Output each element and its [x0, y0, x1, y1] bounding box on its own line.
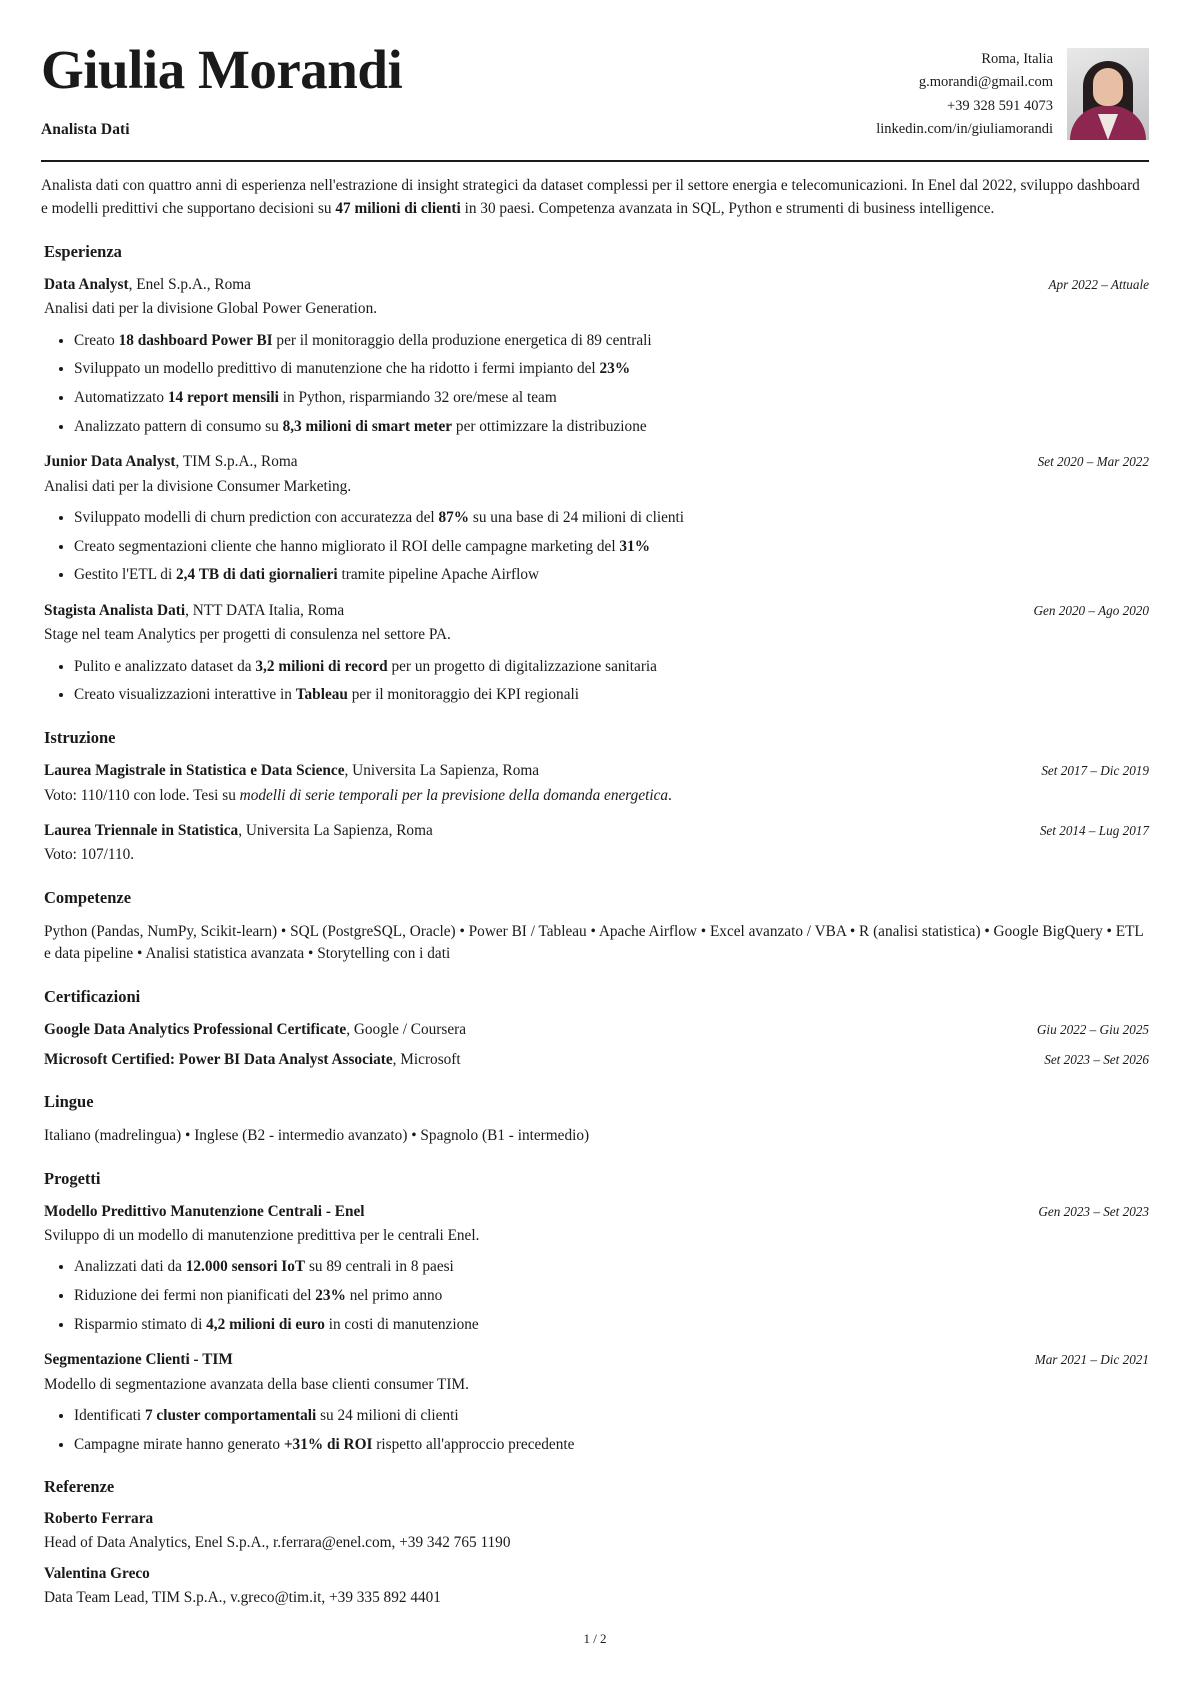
project-date: Gen 2023 – Set 2023 — [1038, 1203, 1149, 1219]
page-footer — [0, 1631, 1190, 1647]
entry-description: Analisi dati per la divisione Consumer Marketing. — [44, 477, 352, 495]
project-description: Modello di segmentazione avanzata della base clienti consumer TIM. — [44, 1375, 469, 1393]
bullet-highlight: 18 dashboard Power BI — [118, 331, 273, 349]
list-item: • Gestito l'ETL di 2,4 TB di dati giornalieri tramite pipeline Apache Airflow — [74, 564, 1149, 587]
entry-detail: Voto: 110/110 con lode. Tesi su modelli di serie temporali per la previsione della domanda energetica. — [44, 786, 672, 804]
reference-detail: Head of Data Analytics, Enel S.p.A., r.ferrara@enel.com, +39 342 765 1190 — [44, 1534, 511, 1552]
list-item: • Sviluppato modelli di churn prediction con accuratezza del 87% su una base di 24 milioni di clienti — [74, 507, 1149, 530]
reference-name: Roberto Ferrara — [44, 1510, 154, 1528]
section-title-education: Istruzione — [44, 727, 116, 747]
summary-highlight: 47 milioni di clienti — [335, 199, 461, 217]
reference-name: Valentina Greco — [44, 1565, 150, 1583]
entry-title: Laurea Magistrale in Statistica e Data Science, Universita La Sapienza, Roma — [44, 761, 540, 779]
list-item: • Creato segmentazioni cliente che hanno migliorato il ROI delle campagne marketing del 31% — [74, 536, 1149, 559]
section-title-experience: Esperienza — [44, 241, 122, 261]
job-title: Analista Dati — [41, 121, 130, 138]
list-item: • Creato visualizzazioni interattive in Tableau per il monitoraggio dei KPI regionali — [74, 684, 1149, 707]
list-item: • Sviluppato un modello predittivo di manutenzione che ha ridotto i fermi impianto del 23% — [74, 358, 1149, 381]
entry-title: Stagista Analista Dati, NTT DATA Italia, Roma — [44, 601, 345, 619]
reference-entry — [41, 1565, 1149, 1607]
section-certifications — [41, 987, 1149, 1070]
reference-entry — [41, 1510, 1149, 1552]
contact-location: Roma, Italia — [981, 51, 1053, 67]
reference-detail: Data Team Lead, TIM S.p.A., v.greco@tim.it, +39 335 892 4401 — [44, 1589, 441, 1607]
header-contact-block — [876, 40, 1149, 142]
projects-list — [41, 1202, 1149, 1457]
list-item: • Campagne mirate hanno generato +31% di ROI rispetto all'approccio precedente — [74, 1434, 1149, 1457]
certifications-list — [41, 1020, 1149, 1070]
summary-part2: in 30 paesi. Competenza avanzata in SQL, Python e strumenti di business intelligence. — [460, 199, 995, 217]
certification-name: Microsoft Certified: Power BI Data Analyst Associate — [44, 1051, 393, 1069]
project-title — [44, 1350, 233, 1371]
entry-header — [41, 275, 1149, 296]
bullet-highlight: 23% — [315, 1287, 346, 1305]
contact-phone[interactable]: +39 328 591 4073 — [946, 97, 1053, 114]
page-title: Giulia Morandi — [41, 39, 403, 100]
certification-entry — [41, 1020, 1149, 1041]
avatar-face — [1093, 68, 1123, 106]
entry-date: Gen 2020 – Ago 2020 — [1033, 602, 1149, 618]
section-references — [41, 1477, 1149, 1607]
list-item: • Analizzati dati da 12.000 sensori IoT su 89 centrali in 8 paesi — [74, 1256, 1149, 1279]
skills-list: Python (Pandas, NumPy, Scikit-learn) • SQL (PostgreSQL, Oracle) • Power BI / Tableau • Apache Airflow • Excel avanzato / VBA • R (analisi statistica) • Google BigQuery • ETL e data pipeline • Analisi statistica avanzata • Storytelling con i dati — [44, 922, 1144, 963]
contact-linkedin[interactable]: linkedin.com/in/giuliamorandi — [876, 121, 1053, 138]
bullet-highlight: 7 cluster comportamentali — [144, 1407, 317, 1425]
list-item: • Pulito e analizzato dataset da 3,2 milioni di record per un progetto di digitalizzazione sanitaria — [74, 656, 1149, 679]
experience-list — [41, 275, 1149, 707]
entry-detail: Voto: 107/110. — [44, 846, 135, 864]
project-name: Segmentazione Clienti - TIM — [44, 1351, 233, 1369]
bullet-highlight: +31% di ROI — [283, 1435, 373, 1453]
entry-description: Analisi dati per la divisione Global Power Generation. — [44, 300, 378, 318]
bullet-list — [41, 656, 1149, 707]
summary-paragraph — [41, 175, 1149, 221]
project-entry — [41, 1350, 1149, 1456]
references-list — [41, 1510, 1149, 1607]
section-title-projects: Progetti — [44, 1168, 101, 1188]
entry-degree: Laurea Magistrale in Statistica e Data Science — [44, 761, 345, 779]
entry-role: Stagista Analista Dati — [44, 601, 186, 619]
header-identity — [41, 40, 402, 139]
bullet-highlight: 87% — [438, 508, 470, 526]
project-entry — [41, 1202, 1149, 1337]
avatar — [1067, 48, 1149, 140]
bullet-list — [41, 1405, 1149, 1456]
entry-header — [41, 1202, 1149, 1223]
page-number: 1 / 2 — [583, 1631, 607, 1646]
entry-date: Apr 2022 – Attuale — [1048, 276, 1149, 292]
bullet-highlight: 4,2 milioni di euro — [206, 1315, 325, 1333]
project-description: Sviluppo di un modello di manutenzione predittiva per le centrali Enel. — [44, 1227, 480, 1245]
experience-entry — [41, 601, 1149, 707]
entry-header — [41, 1350, 1149, 1371]
list-item: • Riduzione dei fermi non pianificati del 23% nel primo anno — [74, 1285, 1149, 1308]
bullet-highlight: 14 report mensili — [167, 388, 279, 406]
entry-header — [41, 452, 1149, 473]
education-list — [41, 761, 1149, 867]
languages-list: Italiano (madrelingua) • Inglese (B2 - intermedio avanzato) • Spagnolo (B1 - intermedio) — [44, 1126, 590, 1144]
thesis-title: modelli di serie temporali per la previsione della domanda energetica — [239, 786, 669, 804]
experience-entry — [41, 452, 1149, 587]
section-title-references: Referenze — [44, 1477, 115, 1497]
project-title — [44, 1202, 365, 1223]
bullet-highlight: 2,4 TB di dati giornalieri — [176, 566, 338, 584]
entry-date: Set 2017 – Dic 2019 — [1041, 762, 1149, 778]
project-date: Mar 2021 – Dic 2021 — [1034, 1352, 1149, 1368]
entry-date: Set 2014 – Lug 2017 — [1039, 822, 1149, 838]
section-languages — [41, 1092, 1149, 1148]
bullet-highlight: 12.000 sensori IoT — [185, 1258, 306, 1276]
section-education — [41, 728, 1149, 867]
summary-part1: Analista dati con quattro anni di esperienza nell'estrazione di insight strategici da dataset complessi per il settore energia e telecomunicazioni. In Enel dal 2022, sviluppo dashboard e modelli predittivi che supportano decisioni su — [41, 176, 1140, 217]
certification-name: Google Data Analytics Professional Certificate — [44, 1021, 347, 1039]
entry-title: Data Analyst, Enel S.p.A., Roma — [44, 275, 251, 293]
entry-title: Laurea Triennale in Statistica, Universita La Sapienza, Roma — [44, 821, 433, 839]
section-title-skills: Competenze — [44, 887, 132, 907]
entry-header — [41, 761, 1149, 782]
bullet-highlight: 31% — [619, 537, 650, 555]
certification-title: Microsoft Certified: Power BI Data Analyst Associate, Microsoft — [44, 1051, 461, 1069]
contact-details — [876, 48, 1053, 142]
contact-email[interactable]: g.morandi@gmail.com — [918, 74, 1053, 91]
certification-date: Giu 2022 – Giu 2025 — [1036, 1022, 1149, 1038]
entry-header — [41, 601, 1149, 622]
section-title-languages: Lingue — [44, 1091, 94, 1111]
bullet-list — [41, 507, 1149, 587]
entry-header — [41, 821, 1149, 842]
list-item: • Creato 18 dashboard Power BI per il monitoraggio della produzione energetica di 89 centrali — [74, 330, 1149, 353]
section-title-certifications: Certificazioni — [44, 987, 141, 1007]
resume-header — [41, 40, 1149, 142]
section-skills — [41, 888, 1149, 967]
header-divider — [41, 160, 1149, 162]
section-experience — [41, 242, 1149, 707]
list-item: • Automatizzato 14 report mensili in Python, risparmiando 32 ore/mese al team — [74, 387, 1149, 410]
bullet-highlight: 23% — [599, 360, 631, 378]
list-item: • Identificati 7 cluster comportamentali su 24 milioni di clienti — [74, 1405, 1149, 1428]
entry-description: Stage nel team Analytics per progetti di consulenza nel settore PA. — [44, 626, 451, 644]
experience-entry — [41, 275, 1149, 438]
certification-entry — [41, 1050, 1149, 1071]
entry-role: Junior Data Analyst — [44, 453, 176, 471]
bullet-list — [41, 1256, 1149, 1336]
entry-role: Data Analyst — [44, 275, 129, 293]
entry-title: Junior Data Analyst, TIM S.p.A., Roma — [44, 453, 298, 471]
section-projects — [41, 1169, 1149, 1457]
education-entry — [41, 761, 1149, 807]
certification-title: Google Data Analytics Professional Certificate, Google / Coursera — [44, 1021, 467, 1039]
bullet-highlight: Tableau — [295, 686, 348, 704]
entry-date: Set 2020 – Mar 2022 — [1037, 454, 1149, 470]
list-item: • Analizzato pattern di consumo su 8,3 milioni di smart meter per ottimizzare la distribuzione — [74, 416, 1149, 439]
certification-date: Set 2023 – Set 2026 — [1044, 1052, 1149, 1068]
bullet-highlight: 3,2 milioni di record — [255, 657, 388, 675]
bullet-list — [41, 330, 1149, 439]
project-name: Modello Predittivo Manutenzione Centrali - Enel — [44, 1202, 365, 1220]
entry-degree: Laurea Triennale in Statistica — [44, 821, 239, 839]
education-entry — [41, 821, 1149, 867]
bullet-highlight: 8,3 milioni di smart meter — [282, 417, 453, 435]
list-item: • Risparmio stimato di 4,2 milioni di euro in costi di manutenzione — [74, 1314, 1149, 1337]
